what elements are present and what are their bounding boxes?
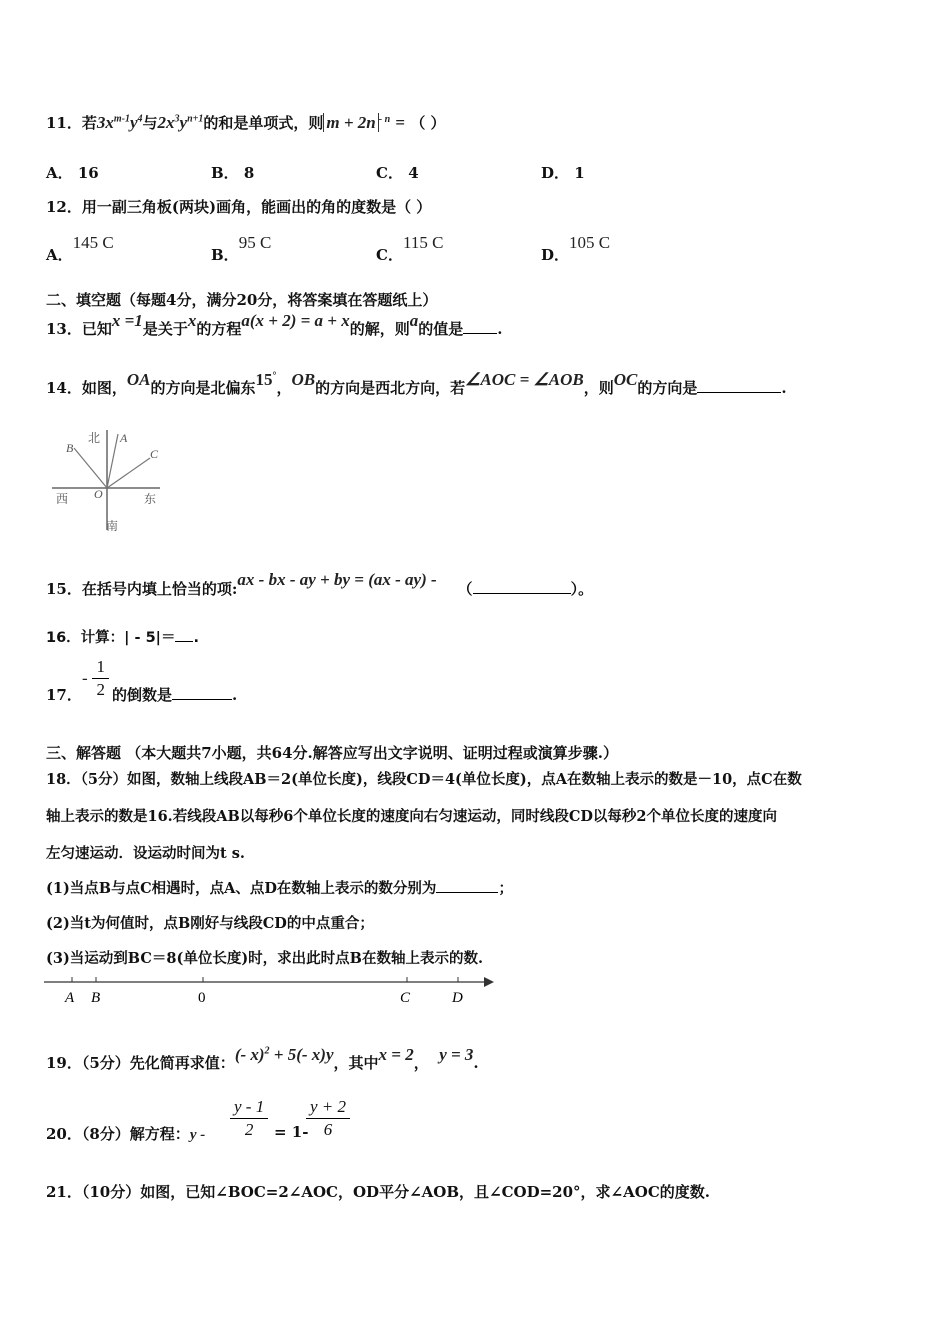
label-c: C xyxy=(400,990,411,1006)
question-18-part-3: (3)当运动到BC＝8(单位长度)时，求出此时点B在数轴上表示的数. xyxy=(46,950,483,967)
ray-ob xyxy=(74,448,107,488)
label-a: A xyxy=(65,990,75,1006)
q12-option-a[interactable]: A．145 C xyxy=(46,233,114,264)
label-north: 北 xyxy=(88,431,101,445)
q20-equals: = 1- xyxy=(274,1123,309,1141)
label-b: B xyxy=(66,441,74,455)
label-zero: 0 xyxy=(198,990,206,1006)
ray-oa xyxy=(107,434,118,488)
q20-fraction-1: $\frac{y - 1}{2}$ xyxy=(230,1096,268,1141)
q12-option-b[interactable]: B．95 C xyxy=(211,233,272,264)
question-18-part-1: (1)当点B与点C相遇时，点A、点D在数轴上表示的数分别为 ； xyxy=(46,880,513,897)
answer-blank[interactable] xyxy=(172,699,232,700)
question-19: 19．（5分）先化简再求值：(- x)$^2$ + 5(- x)y，其中x = 2， y = 3. xyxy=(46,1045,479,1072)
label-a: A xyxy=(120,431,128,445)
label-c: C xyxy=(150,447,159,461)
question-11: 11．若$3x^{m-1}y^4$与$2x^3y^{n+1}$的和是单项式，则 m + 2n $^{- n}$ = （ ） xyxy=(46,113,446,132)
question-18-part-2: (2)当t为何值时，点B刚好与线段CD的中点重合； xyxy=(46,915,374,932)
question-18-line-2: 轴上表示的数是16.若线段AB以每秒6个单位长度的速度向右匀速运动，同时线段CD以每秒2个单位长度的速度向 xyxy=(46,808,778,825)
section-2-heading: 二、填空题（每题4分，满分20分，将答案填在答题纸上） xyxy=(46,291,438,309)
number-line-arrow xyxy=(484,977,494,987)
q11-option-b[interactable]: B． 8 xyxy=(211,164,255,182)
answer-blank[interactable] xyxy=(175,641,193,642)
question-21: 21．（10分）如图，已知∠BOC=2∠AOC，OD平分∠AOB，且∠COD=20°，求∠AOC的度数. xyxy=(46,1183,710,1201)
question-14: 14．如图，OA的方向是北偏东15°，OB的方向是西北方向，若∠AOC = ∠AOB，则OC的方向是 . xyxy=(46,370,787,397)
q11-option-a[interactable]: A． 16 xyxy=(46,164,99,182)
question-17: 的倒数是 . xyxy=(112,686,238,704)
question-16: 16．计算：| - 5|＝ . xyxy=(46,630,199,646)
answer-blank[interactable] xyxy=(436,892,498,893)
question-18-line-3: 左匀速运动．设运动时间为t s. xyxy=(46,845,245,862)
label-east: 东 xyxy=(144,492,157,506)
question-17-number: 17． xyxy=(46,686,82,704)
q11-option-c[interactable]: C． 4 xyxy=(376,164,419,182)
question-20: 20．（8分）解方程：y - xyxy=(46,1125,206,1143)
question-13: 13．已知x =1是关于x的方程a(x + 2) = a + x的解，则a的值是 . xyxy=(46,311,503,338)
answer-blank[interactable] xyxy=(697,392,781,393)
math-abs-expression: m + 2n xyxy=(323,113,378,132)
ray-oc xyxy=(107,458,150,488)
answer-blank[interactable] xyxy=(463,333,497,334)
label-d: D xyxy=(452,990,463,1006)
q17-fraction: - $\frac{1}{2}$ xyxy=(82,656,109,701)
question-18-line-1: 18．（5分）如图，数轴上线段AB＝2(单位长度)，线段CD＝4(单位长度)，点A在数轴上表示的数是－10，点C在数 xyxy=(46,771,802,788)
question-15: 15．在括号内填上恰当的项:ax - bx - ay + by = (ax - ay) - （ ）。 xyxy=(46,570,594,598)
math-term-2: $2x^3y^{n+1}$ xyxy=(157,113,204,132)
q11-option-d[interactable]: D． 1 xyxy=(541,164,585,182)
answer-blank[interactable] xyxy=(473,593,571,594)
q20-fraction-2: $\frac{y + 2}{6}$ xyxy=(306,1096,350,1141)
math-term-1: $3x^{m-1}y^4$ xyxy=(96,113,143,132)
question-12: 12．用一副三角板(两块)画角，能画出的角的度数是（ ） xyxy=(46,198,432,216)
q12-option-d[interactable]: D．105 C xyxy=(541,233,611,264)
label-b: B xyxy=(91,990,101,1006)
number-line xyxy=(40,972,510,1012)
label-south: 南 xyxy=(106,519,119,533)
section-3-heading: 三、解答题 （本大题共7小题，共64分.解答应写出文字说明、证明过程或演算步骤.） xyxy=(46,744,618,762)
compass-figure xyxy=(52,428,172,533)
q12-option-c[interactable]: C．115 C xyxy=(376,233,444,264)
label-o: O xyxy=(94,487,103,501)
label-west: 西 xyxy=(56,492,69,506)
